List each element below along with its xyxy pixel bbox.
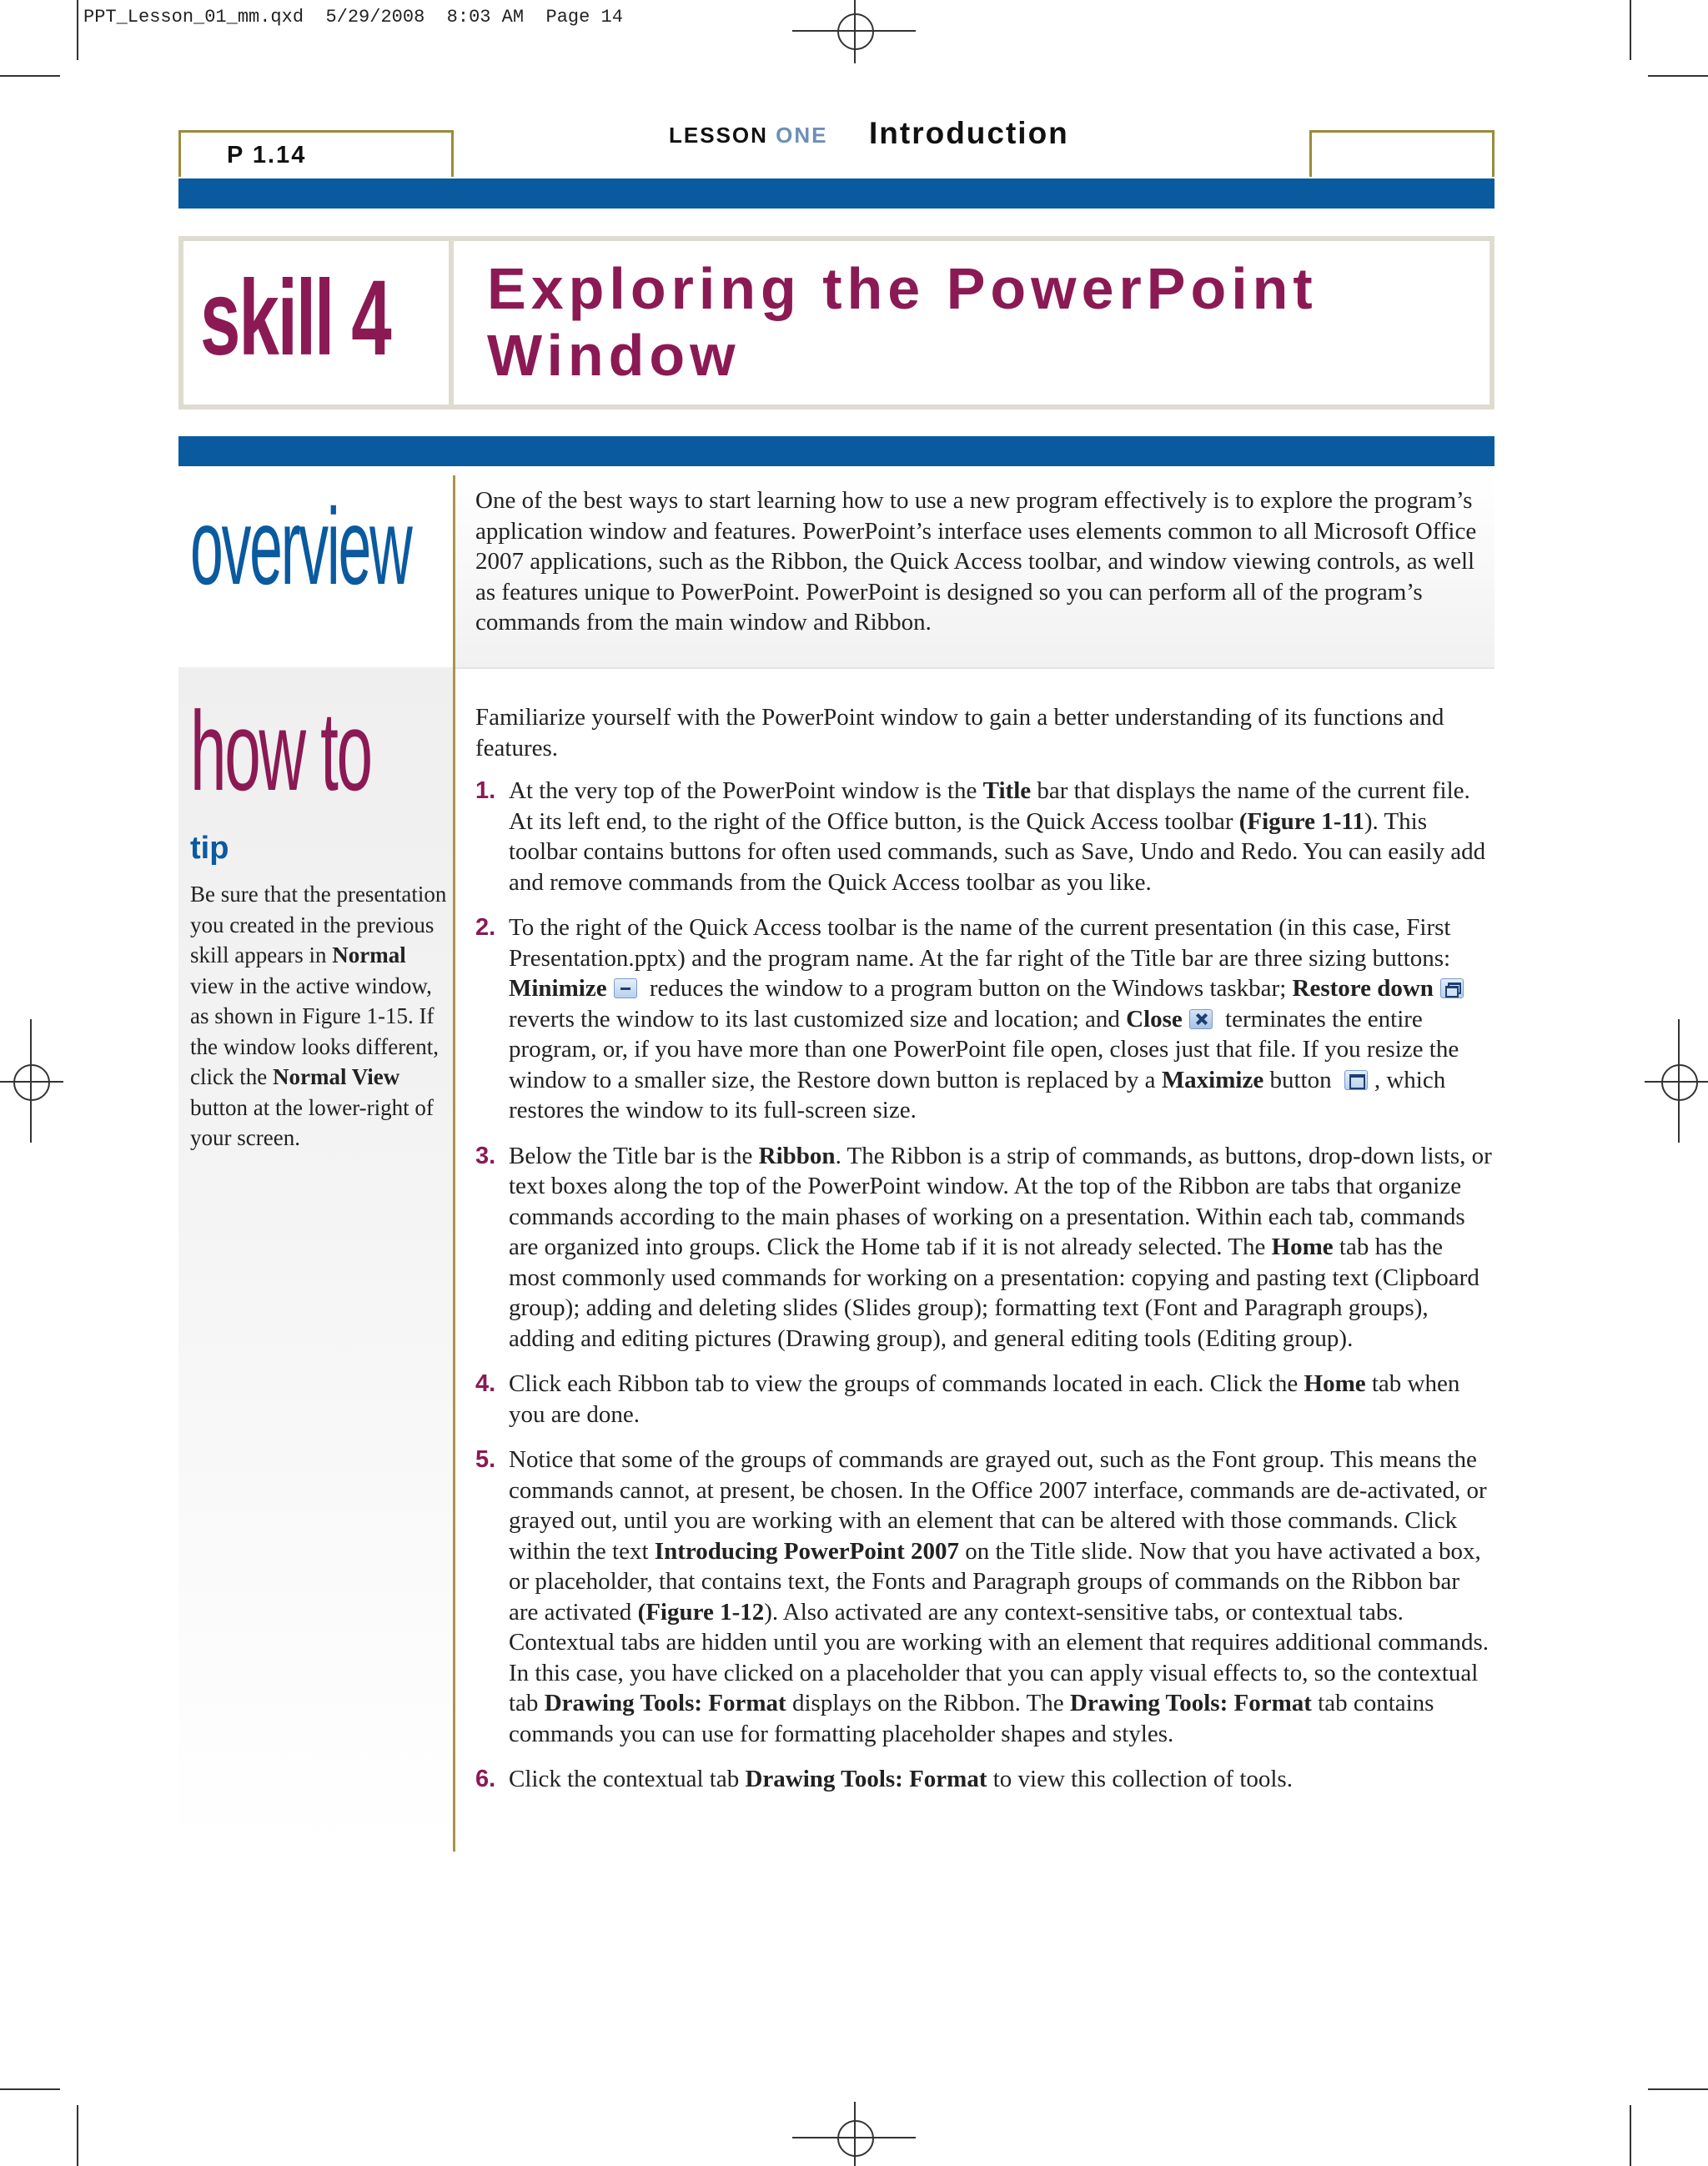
skill-title: Exploring the PowerPoint Window xyxy=(487,256,1318,388)
step-number: 2. xyxy=(475,914,496,941)
step-number: 3. xyxy=(475,1142,496,1169)
step-number: 1. xyxy=(475,777,496,804)
howto-intro: Familiarize yourself with the PowerPoint window to gain a better understanding of its functions and features. xyxy=(475,704,1444,761)
step-5: 5. Notice that some of the groups of commands are grayed out, such as the Font group. This means the commands cannot, at present, be chosen. In the Office 2007 interface, commands are de-activated, or grayed out, until you are working with an element that can be altered with those commands. Click within the text Introducing PowerPoint 2007 on the Title slide. Now that you have activated a box, or placeholder, that contains text, the Fonts and Paragraph groups of commands on the Ribbon bar are activated (Figure 1-12). Also activated are any context-sensitive tabs, or contextual tabs. Contextual tabs are hidden until you are working with an element that requires additional commands. In this case, you have clicked on a placeholder that you can apply visual effects to, so the contextual tab Drawing Tools: Format displays on the Ribbon. The Drawing Tools: Format tab contains commands you can use for formatting placeholder shapes and styles. xyxy=(475,1446,1489,1747)
tip-text: Be sure that the presentation you created in the previous skill appears in Normal view in the active window, as shown in Figure 1-15. If the window looks different, click the Normal View button at the lower-right of your screen. xyxy=(190,882,447,1150)
step-number: 5. xyxy=(475,1446,496,1473)
page-number: P 1.14 xyxy=(227,142,307,168)
skill-box-divider xyxy=(449,236,454,410)
howto-heading: how to xyxy=(190,688,371,814)
step-4: 4. Click each Ribbon tab to view the groups of commands located in each. Click the Home tab when you are done. xyxy=(475,1370,1460,1428)
minimize-icon xyxy=(614,978,637,998)
maximize-icon xyxy=(1344,1070,1368,1090)
step-1: 1. At the very top of the PowerPoint window is the Title bar that displays the name of the current file. At its left end, to the right of the Office button, is the Quick Access toolbar (Figure 1-11). This toolbar contains buttons for often used commands, such as Save, Undo and Redo. You can easily add and remove commands from the Quick Access toolbar as you like. xyxy=(475,777,1486,896)
lesson-label xyxy=(669,123,828,148)
lesson-title: Introduction xyxy=(869,116,1069,150)
printer-slug: PPT_Lesson_01_mm.qxd 5/29/2008 8:03 AM Page 14 xyxy=(83,7,623,28)
steps-list xyxy=(475,776,1493,1810)
step-number: 6. xyxy=(475,1766,496,1792)
overview-text: One of the best ways to start learning how to use a new program effectively is to explore the program’s application window and features. PowerPoint’s interface uses elements common to all Microsoft Office 2007 applications, such as the Ribbon, the Quick Access toolbar, and window viewing controls, as well as features unique to PowerPoint. PowerPoint is designed so you can perform all of the program’s commands from the main window and Ribbon. xyxy=(475,487,1477,636)
lesson-number: ONE xyxy=(776,123,828,148)
overview-heading: overview xyxy=(190,485,411,607)
tip-heading: tip xyxy=(190,831,229,866)
step-3: 3. Below the Title bar is the Ribbon. The Ribbon is a strip of commands, as buttons, drop-down lists, or text boxes along the top of the PowerPoint window. At the top of the Ribbon are tabs that organize commands according to the main phases of working on a presentation. Within each tab, commands are organized into groups. Click the Home tab if it is not already selected. The Home tab has the most commonly used commands for working on a presentation: copying and pasting text (Clipboard group); adding and deleting slides (Slides group); formatting text (Font and Paragraph groups), adding and editing pictures (Drawing group), and general editing tools (Editing group). xyxy=(475,1142,1492,1352)
header-right-bracket xyxy=(1309,130,1494,177)
step-2: 2. To the right of the Quick Access toolbar is the name of the current presentation (in this case, First Presentation.pptx) and the program name. At the far right of the Title bar are three sizing buttons: Minimize reduces the window to a program button on the Windows taskbar; Restore down reverts the window to its last customized size and location; and Close terminates the entire program, or, if you have more than one PowerPoint file open, closes just that file. If you resize the window to a smaller size, the Restore down button is replaced by a Maximize button , which restores the window to its full-screen size. xyxy=(475,912,1493,1126)
header-blue-bar xyxy=(178,178,1494,209)
step-6: 6. Click the contextual tab Drawing Tools: Format to view this collection of tools. xyxy=(475,1764,1493,1795)
restore-down-icon xyxy=(1440,978,1464,998)
lesson-word: LESSON xyxy=(669,123,768,148)
section-blue-bar xyxy=(178,436,1494,466)
close-icon xyxy=(1189,1009,1213,1029)
page-number-box xyxy=(178,130,454,177)
skill-number: skill 4 xyxy=(200,259,390,378)
howto-divider xyxy=(453,667,455,1852)
step-number: 4. xyxy=(475,1370,496,1397)
